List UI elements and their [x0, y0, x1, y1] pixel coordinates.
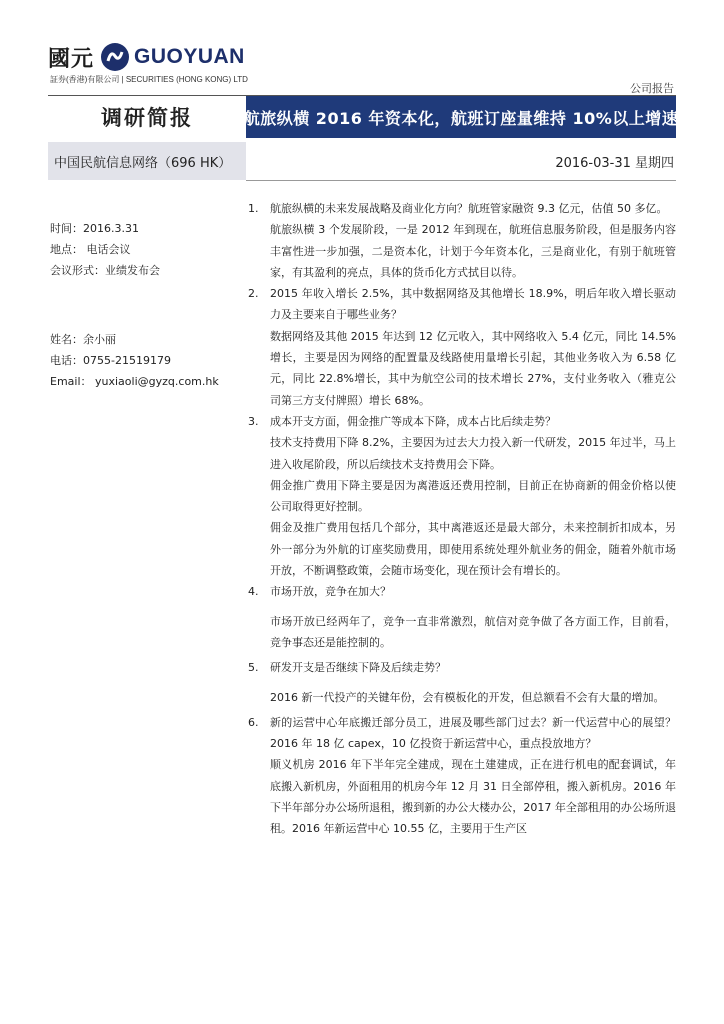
report-type-label: 公司报告 [630, 82, 674, 95]
qa-item [248, 657, 676, 708]
question [248, 411, 676, 432]
question [248, 712, 676, 755]
logo-english-name: GUOYUAN [134, 45, 245, 68]
logo-chinese-name: 國元 [48, 46, 95, 72]
question-text: 新的运营中心年底搬迁部分员工，进展及哪些部门过去？新一代运营中心的展望？2016 年 18 亿 capex，10 亿投资于新运营中心，重点投放地方？ [270, 715, 676, 751]
answer-text: 2016 新一代投产的关键年份，会有模板化的开发，但总额看不会有大量的增加。 [270, 690, 665, 704]
answer-text: 技术支持费用下降 8.2%，主要因为过去大力投入新一代研发，2015 年过半，马上进入收尾阶段，所以后续技术支持费用会下降。 [270, 436, 676, 471]
analyst-name: 姓名：余小丽 [50, 333, 116, 346]
meeting-format: 会议形式：业绩发布会 [50, 264, 160, 277]
question-text: 2015 年收入增长 2.5%，其中数据网络及其他增长 18.9%，明后年收入增长驱动力及主要来自于哪些业务？ [270, 287, 676, 322]
question-number: 3. [248, 414, 259, 428]
guoyuan-logo-icon [100, 42, 130, 72]
meeting-place: 地点： 电话会议 [50, 243, 131, 256]
question-number: 5. [248, 661, 259, 675]
meeting-time: 时间：2016.3.31 [50, 222, 139, 235]
answer-text: 佣金推广费用下降主要是因为离港返还费用控制，目前正在协商新的佣金价格以使公司取得更好控制。 [270, 478, 676, 514]
answer-text: 航旅纵横 3 个发展阶段，一是 2012 年到现在，航班信息服务阶段，但是服务内容丰富性进一步加强，二是资本化，计划于今年资本化，三是商业化，有别于航班管家，有其盈利的亮点，具体的货币化方式拭目以待。 [270, 223, 676, 279]
qa-item [248, 581, 676, 653]
analyst-info [50, 329, 219, 392]
analyst-email: Email： yuxiaoli@gyzq.com.hk [50, 375, 219, 388]
headline-banner: 航旅纵横 2016 年资本化，航班订座量维持 10%以上增速 [246, 96, 676, 138]
answer-text: 顺义机房 2016 年下半年完全建成，现在土建建成，正在进行机电的配套调试，年底搬入新机房，外面租用的机房今年 12 月 31 日全部停租，搬入新机房。2016 年下半年部分办公场所退租，搬到新的办公大楼办公，2017 年全部租用的办公场所退租。2016 年新运营中心 10.55 亿，主要用于生产区 [270, 758, 676, 836]
question [248, 581, 676, 602]
question [248, 657, 676, 678]
question [248, 198, 676, 219]
qa-item [248, 411, 676, 581]
company-name-box [48, 142, 246, 180]
report-date: 2016-03-31 星期四 [555, 156, 674, 171]
question-number: 1. [248, 202, 259, 215]
question-text: 研发开支是否继续下降及后续走势？ [270, 661, 446, 675]
answer-text: 数据网络及其他 2015 年达到 12 亿元收入，其中网络收入 5.4 亿元，同比 14.5%增长，主要是因为网络的配置量及线路使用量增长引起，其他业务收入为 6.58 亿元，同比 22.8%增长，其中为航空公司的技术增长 27%，支付业务收入（雅克公司第三方支付牌照）增长 68%。 [270, 329, 676, 407]
logo-subtitle: 証券(香港)有限公司 | SECURITIES (HONG KONG) LTD [50, 75, 248, 84]
question-text: 航旅纵横的未来发展战略及商业化方向？航班管家融资 9.3 亿元，估值 50 多亿。 [270, 202, 668, 215]
question-number: 2. [248, 287, 259, 301]
question [248, 283, 676, 326]
answer-text: 佣金及推广费用包括几个部分，其中离港返还是最大部分，未来控制折扣成本，另外一部分为外航的订座奖励费用，即使用系统处理外航业务的佣金，随着外航市场开放，不断调整政策，会随市场变化，现在预计会有增长的。 [270, 521, 676, 578]
company-name: 中国民航信息网络（696 HK） [54, 155, 232, 171]
qa-item [248, 712, 676, 840]
date-divider [246, 180, 676, 181]
question-text: 成本开支方面，佣金推广等成本下降，成本占比后续走势？ [270, 414, 556, 428]
qa-item [248, 198, 676, 283]
question-number: 6. [248, 715, 259, 729]
meeting-info [50, 218, 160, 281]
page-title: 调研简报 [101, 105, 193, 130]
question-number: 4. [248, 585, 259, 599]
analyst-phone: 电话：0755-21519179 [50, 354, 171, 367]
company-logo [48, 42, 258, 90]
qa-item [248, 283, 676, 411]
answer-text: 市场开放已经两年了，竞争一直非常激烈，航信对竞争做了各方面工作，目前看，竞争事态还是能控制的。 [270, 614, 676, 649]
question-text: 市场开放，竞争在加大？ [270, 585, 391, 599]
qa-section [248, 198, 676, 840]
